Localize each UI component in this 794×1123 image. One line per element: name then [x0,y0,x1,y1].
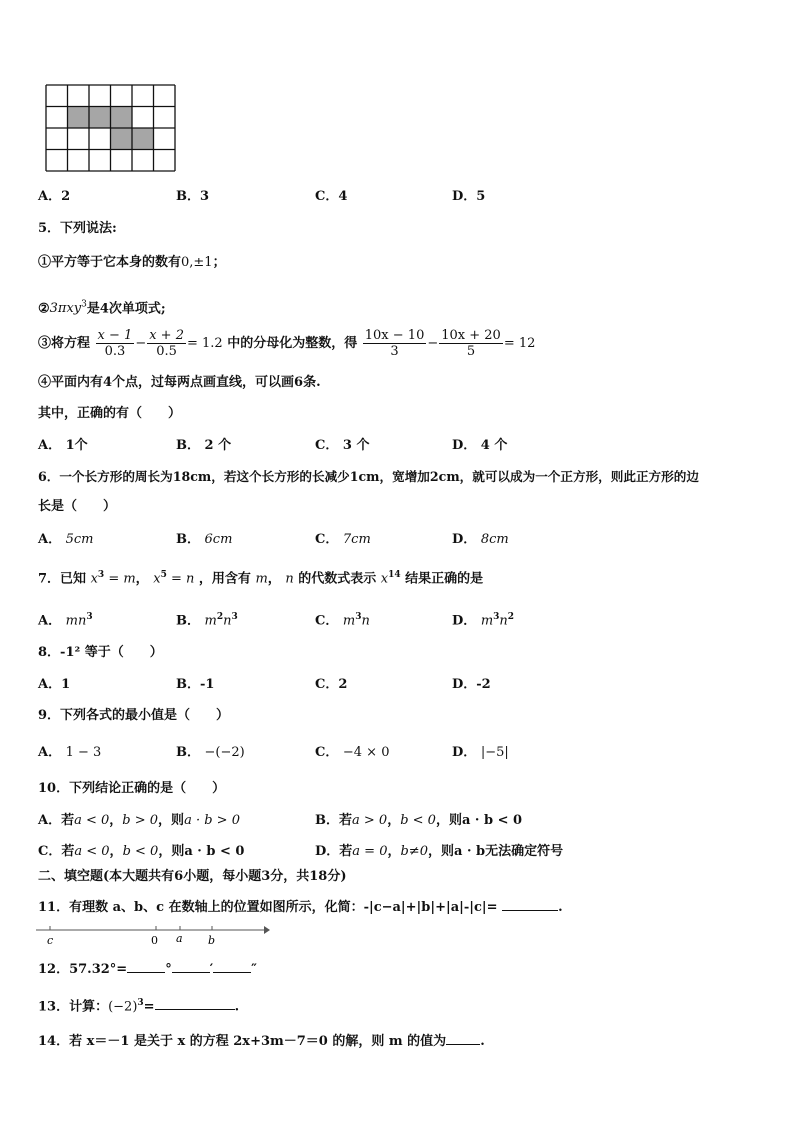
q5-option-a: A． 1个 [38,438,88,453]
q12-degree-blank[interactable] [127,958,165,973]
grid-figure [45,84,177,176]
shaded-cell [89,107,111,129]
q6-option-c: C． 7cm [315,532,371,547]
label-b: b [208,934,216,946]
q5-option-c: C． 3 个 [315,438,370,453]
q10-option-a: A．若a < 0，b > 0，则a · b > 0 [38,813,240,828]
q8-option-a: A．1 [38,677,71,692]
q9-option-d: D． |−5| [452,745,509,760]
q9-stem: 9．下列各式的最小值是（ ） [38,708,230,723]
q7-option-c: C． $m^3n$ [315,612,370,629]
q5-option-b: B． 2 个 [176,438,232,453]
q6-stem-line2: 长是（ ） [38,499,117,514]
q5-option-d: D． 4 个 [452,438,508,453]
q6-option-d: D． 8cm [452,532,509,547]
label-a: a [176,932,183,945]
label-0: 0 [151,934,158,946]
q6-option-a: A． 5cm [38,532,94,547]
q9-option-b: B． −(−2) [176,745,245,760]
q9-option-c: C． −4 × 0 [315,745,390,760]
number-line-arrow [264,926,270,934]
shaded-cell [111,128,133,150]
grid-svg [45,84,177,172]
q9-option-a: A． 1 − 3 [38,745,102,760]
q7-stem: 7．已知 $x^3 = m$， $x^5 = n$ ，用含有 m， n 的代数式表示 $x^{14}$ 结果正确的是 [38,570,484,587]
q12-stem: 12．57.32°= ° ′ ″ [38,958,257,979]
q14-answer-blank[interactable] [446,1030,480,1045]
q4-option-c: C．4 [315,189,348,204]
q7-option-b: B． $m^2n^3$ [176,612,238,629]
q5-ask: 其中，正确的有（ ） [38,406,182,421]
q5-statement-2: ②3πxy$^3$是4次单项式; [38,300,166,317]
q4-option-a: A．2 [38,189,71,204]
q8-option-d: D．-2 [452,677,491,692]
q8-option-c: C．2 [315,677,348,692]
q10-stem: 10．下列结论正确的是（ ） [38,781,226,796]
q4-option-b: B．3 [176,189,210,204]
q10-option-d: D．若a = 0，b≠0，则a · b无法确定符号 [315,844,564,859]
q5-statement-1: ①平方等于它本身的数有0,±1； [38,255,226,270]
q10-option-c: C．若a < 0，b < 0，则a · b < 0 [38,844,245,859]
q6-stem-line1: 6．一个长方形的周长为18cm，若这个长方形的长减少1cm，宽增加2cm，就可以成为一个正方形，则此正方形的边 [38,469,699,484]
q11-stem: 11．有理数 a、b、c 在数轴上的位置如图所示，化简：-|c−a|+|b|+|a|-|c|= . [38,896,563,917]
q8-stem: 8．-1² 等于（ ） [38,645,163,660]
q8-option-b: B．-1 [176,677,215,692]
q7-option-a: A． $mn^3$ [38,612,93,629]
q6-option-b: B． 6cm [176,532,233,547]
shaded-cell [68,107,90,129]
number-line-svg [36,920,272,946]
q12-second-blank[interactable] [213,958,251,973]
q14-stem: 14．若 x＝－1 是关于 x 的方程 2x+3m－7＝0 的解，则 m 的值为 . [38,1030,485,1051]
q5-statement-3: ③将方程 $\frac{x - 1}{0.3}$ − $\frac{x + 2}{0.5}$ = 1.2 中的分母化为整数，得 $\frac{10x - 10}{3}$ − $\frac{10x + 20}{5}$ = 12 [38,328,536,359]
q7-option-d: D． $m^3n^2$ [452,612,515,629]
q5-stem: 5．下列说法: [38,221,117,236]
shaded-cell [132,128,154,150]
shaded-cell [111,107,133,129]
q4-option-d: D．5 [452,189,486,204]
q11-answer-blank[interactable] [502,896,558,911]
label-c: c [47,934,54,946]
section-heading-fill-blank: 二、填空题(本大题共有6小题，每小题3分，共18分) [38,869,347,884]
q5-statement-4: ④平面内有4个点，过每两点画直线，可以画6条. [38,375,321,390]
q10-option-b: B．若a > 0，b < 0，则a · b < 0 [315,813,523,828]
number-line [36,920,272,950]
q13-stem: 13．计算：$(-2)^3=$ . [38,994,239,1016]
q13-answer-blank[interactable] [155,995,235,1010]
q12-minute-blank[interactable] [172,958,210,973]
